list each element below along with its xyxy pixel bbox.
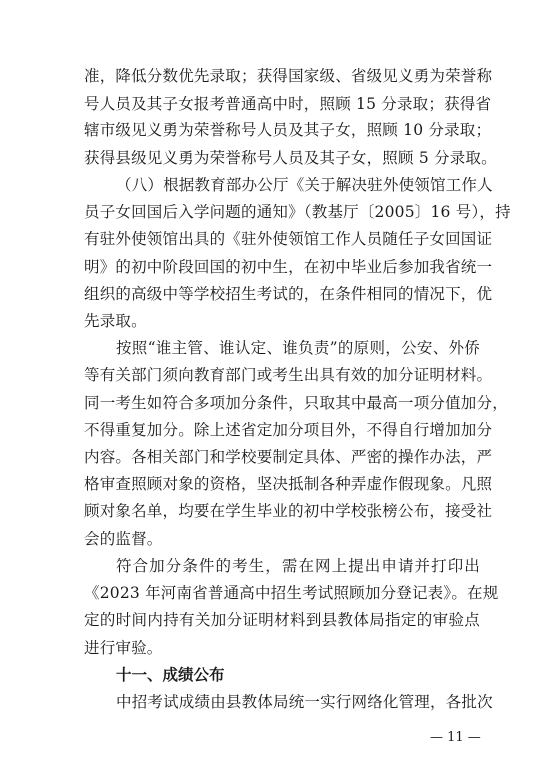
page-number: — 11 —	[430, 730, 481, 745]
section-heading: 十一、成绩公布	[116, 666, 225, 684]
text-line: 同一考生如符合多项加分条件，只取其中最高一项分值加分，	[84, 394, 508, 412]
text-line: 员子女回国后入学问题的通知》（教基厅〔2005〕16 号），持	[84, 203, 511, 221]
text-line: 中招考试成绩由县教体局统一实行网络化管理，各批次	[116, 693, 493, 711]
text-line: 《2023 年河南省普通高中招生考试照顾加分登记表》。在规	[84, 584, 499, 602]
text-line: 等有关部门须向教育部门或考生出具有效的加分证明材料。	[84, 366, 493, 384]
text-line: 按照“谁主管、谁认定、谁负责”的原则，公安、外侨	[116, 339, 480, 357]
text-line: （八）根据教育部办公厅《关于解决驻外使领馆工作人	[116, 176, 493, 194]
text-line: 辖市级见义勇为荣誉称号人员及其子女，照顾 10 分录取；	[84, 121, 492, 139]
text-line: 获得县级见义勇为荣誉称号人员及其子女，照顾 5 分录取。	[84, 149, 497, 167]
text-line: 顾对象名单，均要在学生毕业的初中学校张榜公布，接受社	[84, 502, 493, 520]
text-line: 组织的高级中等学校招生考试的，在条件相同的情况下，优	[84, 285, 493, 303]
text-line: 不得重复加分。除上述省定加分项目外，不得自行增加加分	[84, 421, 493, 439]
text-line: 先录取。	[84, 312, 147, 330]
text-line: 会的监督。	[84, 530, 163, 548]
text-line: 明》的初中阶段回国的初中生，在初中毕业后参加我省统一	[84, 258, 493, 276]
text-line: 格审查照顾对象的资格，坚决抵制各种弄虚作假现象。凡照	[84, 475, 493, 493]
text-line: 有驻外使领馆出具的《驻外使领馆工作人员随任子女回国证	[84, 230, 493, 248]
text-line: 定的时间内持有关加分证明材料到县教体局指定的审验点	[84, 611, 480, 629]
text-line: 符合加分条件的考生，需在网上提出申请并打印出	[116, 557, 480, 575]
text-line: 准，降低分数优先录取；获得国家级、省级见义勇为荣誉称	[84, 67, 493, 85]
text-line: 内容。各相关部门和学校要制定具体、严密的操作办法，严	[84, 448, 493, 466]
text-line: 号人员及其子女报考普通高中时，照顾 15 分录取；获得省	[84, 95, 492, 113]
text-line: 进行审验。	[84, 639, 163, 657]
